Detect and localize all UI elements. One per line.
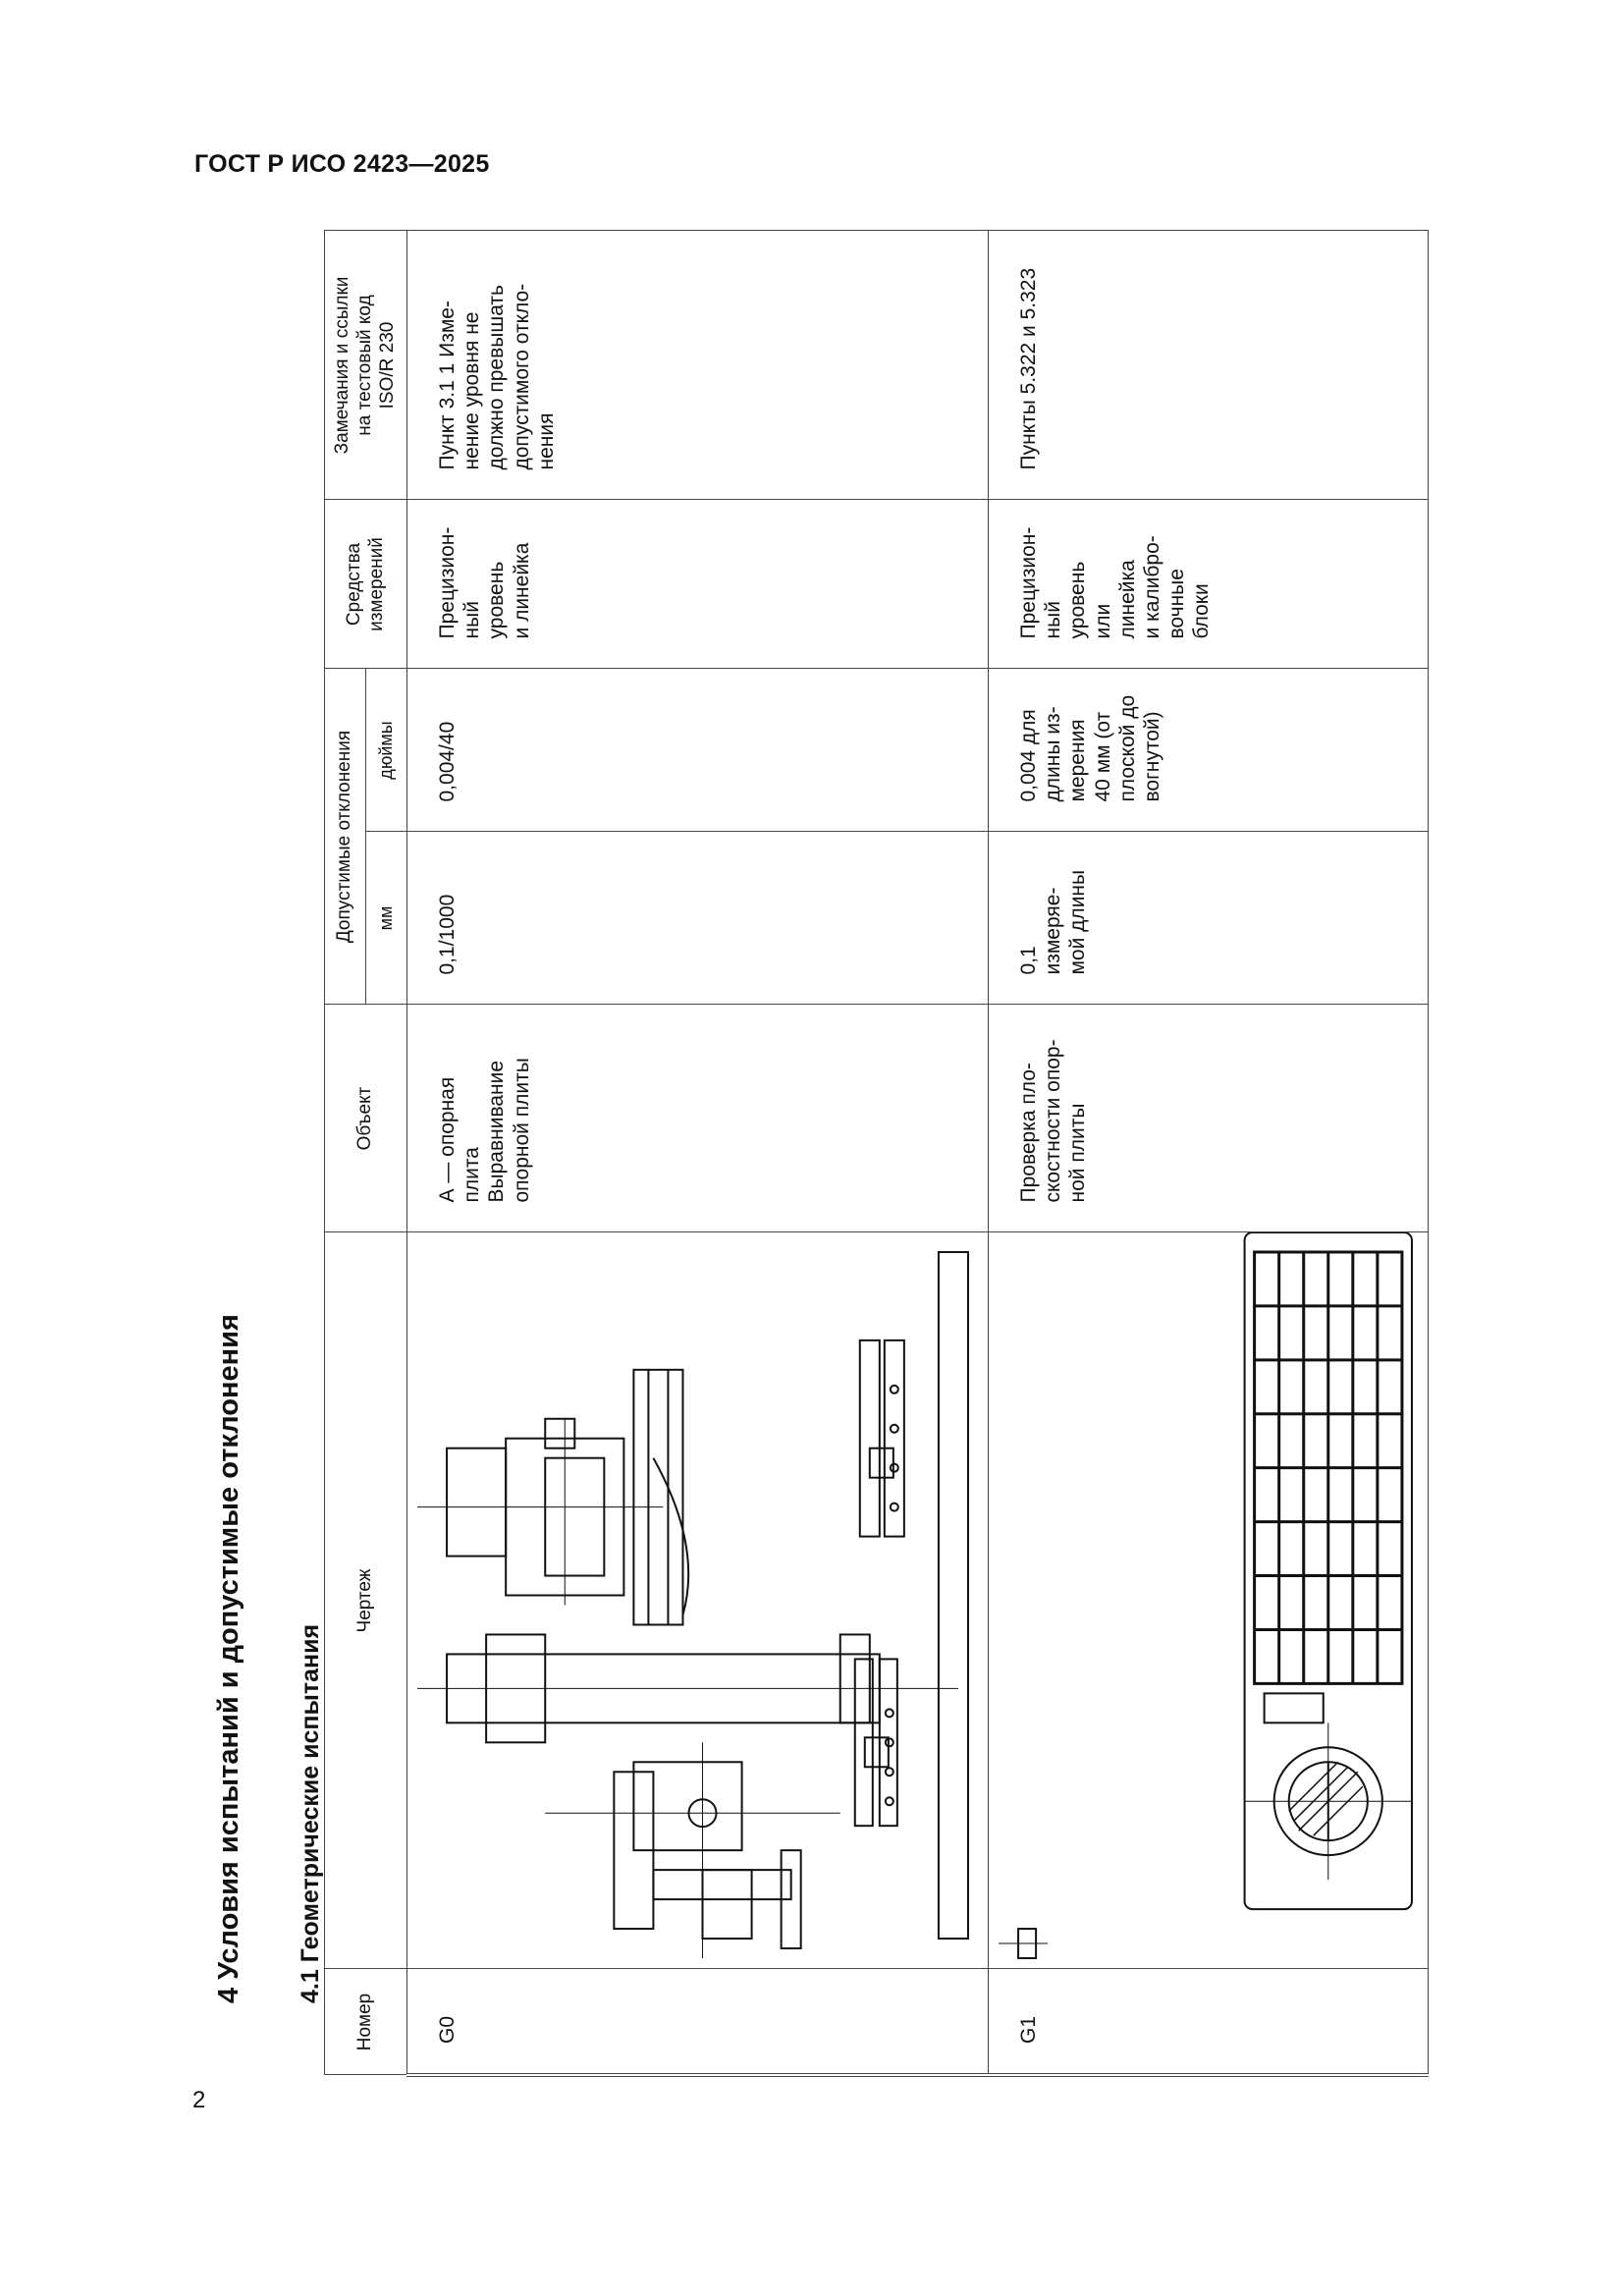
cell-tol-mm: 0,1 измеряе- мой длины: [989, 832, 1429, 1005]
section-heading: 4 Условия испытаний и допустимые отклонения: [213, 1314, 244, 2003]
header-remarks: Замечания и ссылки на тестовый код ISO/R 230: [325, 231, 407, 500]
tolerance-table: [324, 231, 1429, 2078]
header-mm: мм: [366, 832, 407, 1005]
machine-base-plate-drawing: [407, 1233, 988, 1969]
header-object: Объект: [325, 1005, 407, 1232]
table-row: [407, 231, 989, 2075]
cell-number: G0: [407, 1969, 989, 2075]
header-number: Номер: [325, 1969, 407, 2075]
subsection-heading: 4.1 Геометрические испытания: [297, 1623, 324, 2003]
header-inches: дюймы: [366, 669, 407, 832]
header-tolerances: Допустимые отклонения: [325, 669, 366, 1005]
cell-tol-mm: 0,1/1000: [407, 832, 989, 1005]
cell-instruments: Прецизион- ный уровень и линейка: [407, 500, 989, 669]
page-number: 2: [192, 2087, 206, 2113]
tolerance-table-rotated: [324, 233, 1428, 2077]
table-row: [989, 231, 1429, 2075]
cell-instruments: Прецизион- ный уровень или линейка и калибро- вочные блоки: [989, 500, 1429, 669]
header-instruments: Средства измерений: [325, 500, 407, 669]
header-drawing: Чертеж: [325, 1232, 407, 1969]
drawing-g0: [407, 1232, 989, 1969]
cell-object: А — опорная плита Выравнивание опорной плиты: [407, 1005, 989, 1232]
cell-object: Проверка пло- скостности опор- ной плиты: [989, 1005, 1429, 1232]
table-header-row: [325, 231, 366, 2075]
drawing-g1: [989, 1232, 1429, 1969]
cell-number: G1: [989, 1969, 1429, 2075]
document-code: ГОСТ Р ИСО 2423—2025: [194, 150, 490, 178]
plate-flatness-drawing: [989, 1233, 1428, 1969]
cell-remarks: Пункт 3.1 1 Изме- нение уровня не должно превышать допустимого откло- нения: [407, 231, 989, 500]
cell-remarks: Пункты 5.322 и 5.323: [989, 231, 1429, 500]
cell-tol-in: 0,004 для длины из- мерения 40 мм (от плоской до вогнутой): [989, 669, 1429, 832]
cell-tol-in: 0,004/40: [407, 669, 989, 832]
